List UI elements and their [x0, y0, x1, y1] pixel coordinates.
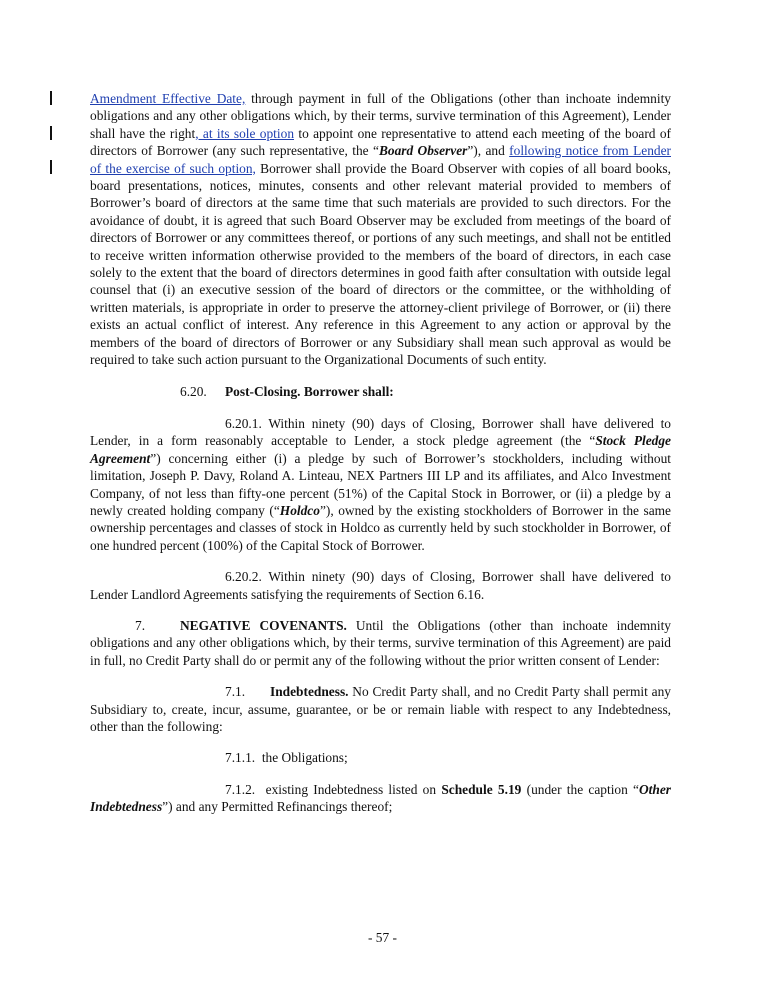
- text-run: No Credit Party shall, and no Credit Party shall permit any Subsidiary to, create, incur, assume, guarantee, or be or remain liable with respect to any Indebtedness, other than the following:: [90, 684, 671, 734]
- inserted-text: following notice from Lender of the exercise of such option,: [90, 143, 671, 176]
- text-run: ”), and: [467, 143, 510, 159]
- paragraph-7-1: [90, 683, 671, 735]
- page-number: - 57 -: [367, 930, 397, 945]
- text-run: to appoint one representative to attend each meeting of the board of directors of Borrower (any such representative, the “: [90, 125, 671, 159]
- text-run: through payment in full of the Obligations (other than inchoate indemnity obligations and any other obligations which, by their terms, survive termination of this Agreement), Lender shall have the right: [90, 91, 671, 141]
- defined-term: Holdco: [279, 502, 320, 518]
- section-heading-6-20: [90, 383, 671, 400]
- text-run: 7.1.2. existing Indebtedness listed on: [225, 781, 442, 797]
- defined-term: Board Observer: [378, 143, 468, 159]
- section-number: 6.20.: [180, 383, 207, 399]
- paragraph-7-1-2: [90, 781, 671, 816]
- text-run: Borrower shall provide the Board Observer with copies of all board books, board presentations, notices, minutes, consents and other relevant material provided to members of Borrower’s board of directors at the same time that such materials are provided to such directors. For the avoidance of doubt, it is agreed that such Board Observer may be excluded from meetings of the board of directors of Borrower or any committees thereof, or portions of any such meetings, and shall not be entitled to receive written information otherwise provided to the members of the board of directors, in each case solely to the extent that the board of directors determines in good faith after consultation with outside legal counsel that (i) an executive session of the board of directors or the committee, or the withholding of written materials, is appropriate in order to preserve the attorney-client privilege of Borrower, or (ii) there exists an actual conflict of interest. Any reference in this Agreement to any action or approval by the members of the board of directors of Borrower or any Subsidiary shall mean such approval as would be required to take such action pursuant to the Organizational Documents of such entity.: [90, 160, 671, 368]
- text-run: Until the Obligations (other than inchoate indemnity obligations and any other obligations which, by their terms, survive termination of this Agreement) are paid in full, no Credit Party shall do or permit any of the following without the prior written consent of Lender:: [90, 617, 671, 668]
- text-run: 6.20.1. Within ninety (90) days of Closing, Borrower shall have delivered to Lender, in a form reasonably acceptable to Lender, a stock pledge agreement (the “: [90, 415, 671, 449]
- schedule-reference: Schedule 5.19: [441, 781, 522, 797]
- section-title: NEGATIVE COVENANTS.: [180, 617, 347, 633]
- inserted-text: Amendment Effective Date,: [90, 91, 246, 106]
- paragraph-6-20-1: [90, 415, 671, 554]
- defined-term: Other Indebtedness: [90, 781, 672, 815]
- text-run: ”) and any Permitted Refinancings thereof;: [162, 799, 393, 815]
- section-title: Post-Closing. Borrower shall:: [225, 383, 394, 399]
- change-bar: [50, 91, 52, 105]
- text-run: (under the caption “: [521, 781, 640, 797]
- paragraph-7: [90, 617, 671, 669]
- paragraph-7-1-1: 7.1.1. the Obligations;: [225, 750, 348, 766]
- change-bar: [50, 126, 52, 140]
- section-number: 7.1.: [225, 684, 246, 700]
- paragraph-board-observer: [90, 90, 671, 369]
- defined-term: Stock Pledge Agreement: [90, 433, 672, 466]
- text-run: ”), owned by the existing stockholders of Borrower in the same ownership percentages and classes of stock in Holdco as currently held by such stockholder in Borrower, of one hundred percent (100%) of the Capital Stock of Borrower.: [90, 502, 671, 553]
- section-title: Indebtedness.: [270, 684, 349, 700]
- paragraph-6-20-2: 6.20.2. Within ninety (90) days of Closing, Borrower shall have delivered to Lender Landlord Agreements satisfying the requirements of Section 6.16.: [90, 569, 671, 602]
- change-bar: [50, 160, 52, 174]
- section-number: 7.: [135, 617, 146, 633]
- text-run: ”) concerning either (i) a pledge by such of Borrower’s stockholders, including without limitation, Joseph P. Davy, Roland A. Linteau, NEX Partners III LP and its affiliates, and Alco Investment Company, of not less than fifty-one percent (51%) of the Capital Stock in Borrower, or (ii) a pledge by a newly created holding company (“: [90, 450, 671, 518]
- inserted-text: , at its sole option: [195, 125, 295, 141]
- document-body: [90, 90, 671, 816]
